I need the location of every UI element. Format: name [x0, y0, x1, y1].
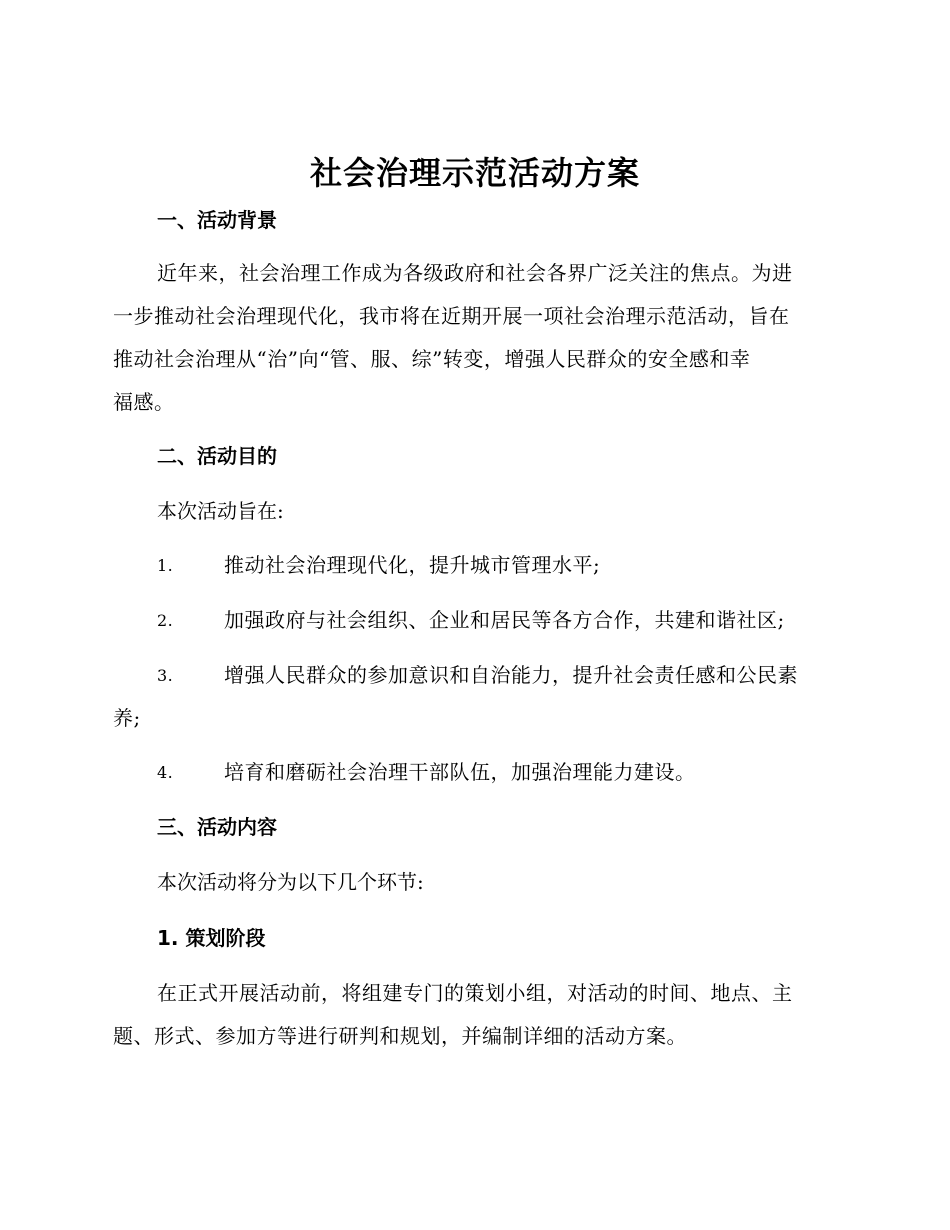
content-intro: 本次活动将分为以下几个环节:	[157, 870, 424, 894]
list-item	[113, 751, 833, 794]
list-number: 1.	[157, 556, 174, 575]
list-text: 推动社会治理现代化，提升城市管理水平;	[224, 553, 601, 577]
list-text-continuation: 养;	[113, 706, 141, 730]
list-text: 培育和磨砺社会治理干部队伍，加强治理能力建设。	[224, 760, 696, 784]
list-number: 4.	[157, 763, 174, 782]
document-title: 社会治理示范活动方案	[309, 154, 640, 192]
section-heading-purpose: 二、活动目的	[157, 444, 277, 468]
list-item	[113, 544, 833, 587]
section-heading-background: 一、活动背景	[157, 208, 277, 232]
list-number: 2.	[157, 611, 174, 630]
sub-heading-planning: 1. 策划阶段	[157, 926, 266, 950]
paragraph-line: 一步推动社会治理现代化，我市将在近期开展一项社会治理示范活动，旨在	[113, 304, 790, 328]
paragraph-line: 题、形式、参加方等进行研判和规划，并编制详细的活动方案。	[113, 1024, 687, 1048]
paragraph-line: 在正式开展活动前，将组建专门的策划小组，对活动的时间、地点、主	[157, 981, 793, 1005]
planning-paragraph	[113, 972, 833, 1058]
background-paragraph	[113, 252, 833, 424]
list-number: 3.	[157, 666, 174, 685]
list-text: 增强人民群众的参加意识和自治能力，提升社会责任感和公民素	[224, 663, 798, 687]
list-item	[113, 654, 833, 740]
list-item	[113, 599, 833, 642]
paragraph-line: 福感。	[113, 390, 175, 414]
paragraph-line: 推动社会治理从“治”向“管、服、综”转变，增强人民群众的安全感和幸	[113, 347, 751, 371]
list-text: 加强政府与社会组织、企业和居民等各方合作，共建和谐社区;	[224, 608, 785, 632]
purpose-intro: 本次活动旨在:	[157, 499, 284, 523]
section-heading-content: 三、活动内容	[157, 815, 277, 839]
paragraph-line: 近年来，社会治理工作成为各级政府和社会各界广泛关注的焦点。为进	[157, 261, 793, 285]
